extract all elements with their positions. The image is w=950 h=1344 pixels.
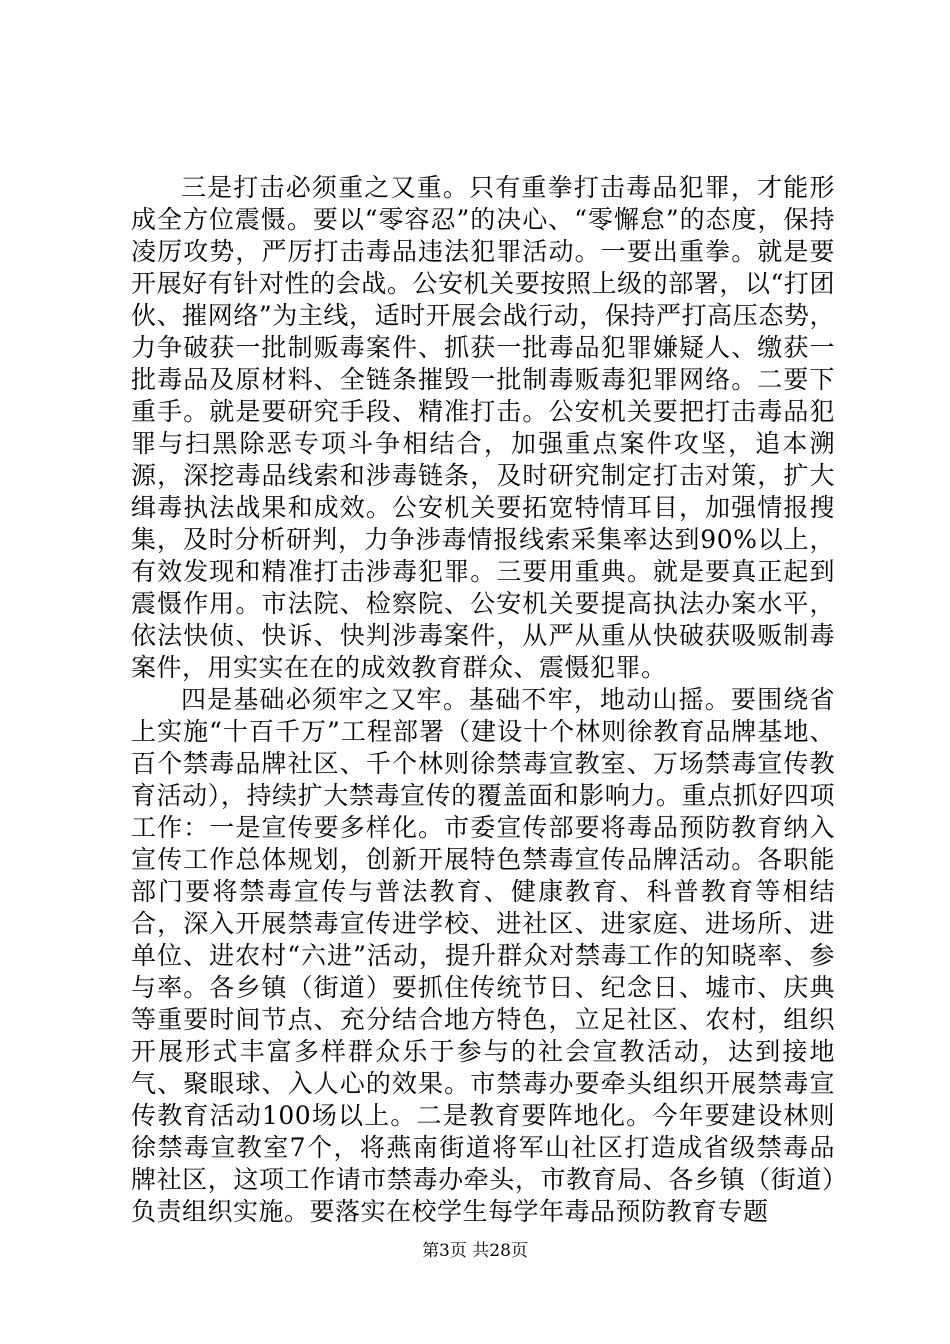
page-number-footer: 第3页 共28页 xyxy=(422,1241,528,1261)
paragraph-foundation: 四是基础必须牢之又牢。基础不牢，地动山摇。要围绕省上实施“十百千万”工程部署（建设十个林则徐教育品牌基地、百个禁毒品牌社区、千个林则徐禁毒宣教室、万场禁毒宣传教育活动），持续扩大禁毒宣传的覆盖面和影响力。重点抓好四项工作：一是宣传要多样化。市委宣传部要将毒品预防教育纳入宣传工作总体规划，创新开展特色禁毒宣传品牌活动。各职能部门要将禁毒宣传与普法教育、健康教育、科普教育等相结合，深入开展禁毒宣传进学校、进社区、进家庭、进场所、进单位、进农村“六进”活动，提升群众对禁毒工作的知晓率、参与率。各乡镇（街道）要抓住传统节日、纪念日、墟市、庆典等重要时间节点、充分结合地方特色，立足社区、农村，组织开展形式丰富多样群众乐于参与的社会宣教活动，达到接地气、聚眼球、入人心的效果。市禁毒办要牵头组织开展禁毒宣传教育活动100场以上。二是教育要阵地化。今年要建设林则徐禁毒宣教室7个，将燕南街道将军山社区打造成省级禁毒品牌社区，这项工作请市禁毒办牵头，市教育局、各乡镇（街道）负责组织实施。要落实在校学生每学年毒品预防教育专题 xyxy=(131,685,835,1226)
document-body xyxy=(131,172,835,1228)
paragraph-strike-hard: 三是打击必须重之又重。只有重拳打击毒品犯罪，才能形成全方位震慑。要以“零容忍”的决心、“零懈怠”的态度，保持凌厉攻势，严厉打击毒品违法犯罪活动。一要出重拳。就是要开展好有针对性的会战。公安机关要按照上级的部署，以“打团伙、摧网络”为主线，适时开展会战行动，保持严打高压态势，力争破获一批制贩毒案件、抓获一批毒品犯罪嫌疑人、缴获一批毒品及原材料、全链条摧毁一批制毒贩毒犯罪网络。二要下重手。就是要研究手段、精准打击。公安机关要把打击毒品犯罪与扫黑除恶专项斗争相结合，加强重点案件攻坚，追本溯源，深挖毒品线索和涉毒链条，及时研究制定打击对策，扩大缉毒执法战果和成效。公安机关要拓宽特情耳目，加强情报搜集，及时分析研判，力争涉毒情报线索采集率达到90%以上，有效发现和精准打击涉毒犯罪。三要用重典。就是要真正起到震慑作用。市法院、检察院、公安机关要提高执法办案水平，依法快侦、快诉、快判涉毒案件，从严从重从快破获吸贩制毒案件，用实实在在的成效教育群众、震慑犯罪。 xyxy=(131,173,835,682)
